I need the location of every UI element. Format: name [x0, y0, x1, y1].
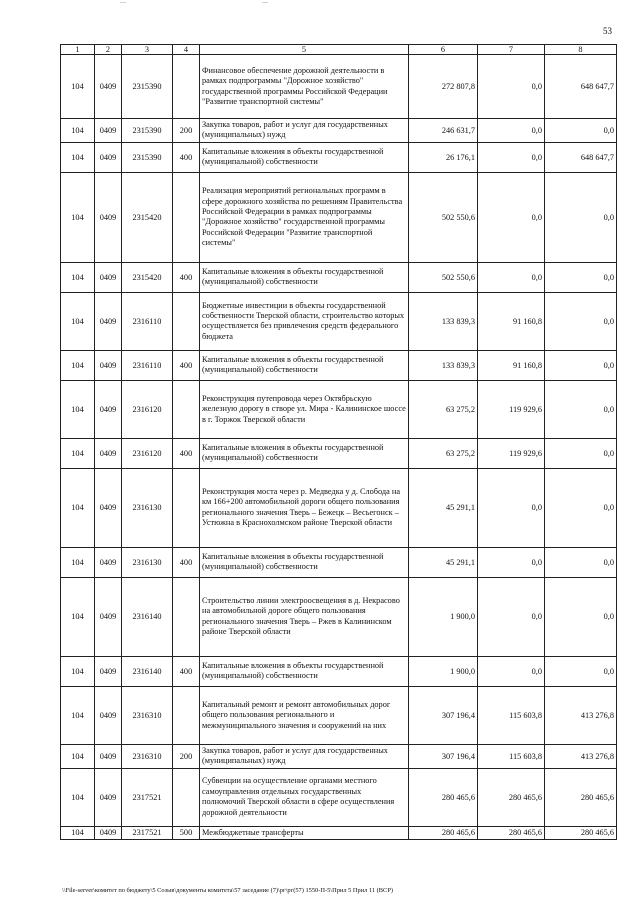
target-item-code: 2315390: [122, 55, 173, 119]
target-item-code: 2316140: [122, 656, 173, 686]
budget-chapter-code: 104: [61, 826, 95, 839]
target-item-code: 2315390: [122, 142, 173, 172]
section-code: 0409: [95, 172, 122, 262]
amount-col-7: 0,0: [478, 172, 545, 262]
amount-col-6: 1 900,0: [409, 577, 478, 656]
item-description: Капитальные вложения в объекты государственной (муниципальной) собственности: [200, 656, 409, 686]
item-description: Капитальные вложения в объекты государственной (муниципальной) собственности: [200, 262, 409, 292]
table-row: [61, 826, 617, 839]
section-code: 0409: [95, 826, 122, 839]
item-description: Реконструкция моста через р. Медведка у д. Слобода на км 166+200 автомобильной дороги общего пользования регионального значения Тверь – Бежецк – Весьегонск – Устюжна в Краснохолмском районе Тверской области: [200, 468, 409, 547]
expense-type-code: [173, 292, 200, 350]
target-item-code: 2316310: [122, 686, 173, 744]
budget-chapter-code: 104: [61, 380, 95, 438]
target-item-code: 2317521: [122, 826, 173, 839]
expense-type-code: [173, 768, 200, 826]
section-code: 0409: [95, 744, 122, 768]
amount-col-7: 0,0: [478, 656, 545, 686]
target-item-code: 2315420: [122, 262, 173, 292]
expense-type-code: 400: [173, 438, 200, 468]
item-description: Капитальные вложения в объекты государственной (муниципальной) собственности: [200, 350, 409, 380]
amount-col-6: 45 291,1: [409, 468, 478, 547]
column-header: 6: [409, 45, 478, 55]
section-code: 0409: [95, 656, 122, 686]
table-row: [61, 547, 617, 577]
expense-type-code: [173, 55, 200, 119]
page-number: 53: [603, 26, 612, 36]
table-row: [61, 768, 617, 826]
section-code: 0409: [95, 577, 122, 656]
section-code: 0409: [95, 142, 122, 172]
target-item-code: 2315420: [122, 172, 173, 262]
section-code: 0409: [95, 686, 122, 744]
amount-col-6: 133 839,3: [409, 350, 478, 380]
amount-col-8: 280 465,6: [545, 768, 617, 826]
item-description: Закупка товаров, работ и услуг для государственных (муниципальных) нужд: [200, 744, 409, 768]
amount-col-6: 280 465,6: [409, 768, 478, 826]
amount-col-8: 0,0: [545, 577, 617, 656]
section-code: 0409: [95, 262, 122, 292]
table-row: [61, 686, 617, 744]
section-code: 0409: [95, 547, 122, 577]
table-row: [61, 744, 617, 768]
budget-chapter-code: 104: [61, 292, 95, 350]
table-row: [61, 350, 617, 380]
item-description: Субвенции на осуществление органами местного самоуправления отдельных государственных полномочий Тверской области в сфере осуществления дорожной деятельности: [200, 768, 409, 826]
section-code: 0409: [95, 292, 122, 350]
column-header: 7: [478, 45, 545, 55]
section-code: 0409: [95, 468, 122, 547]
target-item-code: 2316110: [122, 350, 173, 380]
budget-chapter-code: 104: [61, 350, 95, 380]
target-item-code: 2316110: [122, 292, 173, 350]
amount-col-8: 0,0: [545, 292, 617, 350]
expense-type-code: [173, 577, 200, 656]
amount-col-7: 115 603,8: [478, 686, 545, 744]
budget-chapter-code: 104: [61, 547, 95, 577]
amount-col-6: 45 291,1: [409, 547, 478, 577]
budget-table: [60, 44, 617, 840]
item-description: Капитальные вложения в объекты государственной (муниципальной) собственности: [200, 547, 409, 577]
column-header: 2: [95, 45, 122, 55]
amount-col-7: 280 465,6: [478, 826, 545, 839]
section-code: 0409: [95, 438, 122, 468]
amount-col-6: 63 275,2: [409, 380, 478, 438]
item-description: Реализация мероприятий региональных программ в сфере дорожного хозяйства по решениям Правительства Российской Федерации в рамках подпрограммы "Дорожное хозяйство" государственной программы Российской Федерации "Развитие транспортной системы": [200, 172, 409, 262]
amount-col-7: 280 465,6: [478, 768, 545, 826]
target-item-code: 2315390: [122, 119, 173, 143]
amount-col-6: 1 900,0: [409, 656, 478, 686]
expense-type-code: 200: [173, 744, 200, 768]
budget-chapter-code: 104: [61, 468, 95, 547]
budget-chapter-code: 104: [61, 262, 95, 292]
table-row: [61, 172, 617, 262]
target-item-code: 2316310: [122, 744, 173, 768]
column-number-row: [61, 45, 617, 55]
budget-chapter-code: 104: [61, 119, 95, 143]
item-description: Финансовое обеспечение дорожной деятельности в рамках подпрограммы "Дорожное хозяйство" государственной программы Российской Федерации "Развитие транспортной системы": [200, 55, 409, 119]
amount-col-6: 246 631,7: [409, 119, 478, 143]
expense-type-code: 400: [173, 142, 200, 172]
table-row: [61, 119, 617, 143]
table-row: [61, 262, 617, 292]
expense-type-code: 200: [173, 119, 200, 143]
amount-col-8: 0,0: [545, 350, 617, 380]
amount-col-8: 0,0: [545, 380, 617, 438]
amount-col-8: 280 465,6: [545, 826, 617, 839]
table-row: [61, 468, 617, 547]
amount-col-7: 0,0: [478, 119, 545, 143]
expense-type-code: 400: [173, 350, 200, 380]
expense-type-code: 500: [173, 826, 200, 839]
amount-col-8: 0,0: [545, 119, 617, 143]
amount-col-6: 133 839,3: [409, 292, 478, 350]
amount-col-6: 26 176,1: [409, 142, 478, 172]
table-row: [61, 577, 617, 656]
budget-chapter-code: 104: [61, 438, 95, 468]
column-header: 3: [122, 45, 173, 55]
budget-chapter-code: 104: [61, 768, 95, 826]
item-description: Капитальный ремонт и ремонт автомобильных дорог общего пользования регионального и межмуниципального значения и сооружений на них: [200, 686, 409, 744]
section-code: 0409: [95, 380, 122, 438]
target-item-code: 2316130: [122, 468, 173, 547]
amount-col-7: 119 929,6: [478, 380, 545, 438]
item-description: Капитальные вложения в объекты государственной (муниципальной) собственности: [200, 142, 409, 172]
amount-col-7: 0,0: [478, 262, 545, 292]
budget-chapter-code: 104: [61, 656, 95, 686]
amount-col-6: 502 550,6: [409, 262, 478, 292]
expense-type-code: 400: [173, 547, 200, 577]
budget-chapter-code: 104: [61, 172, 95, 262]
amount-col-7: 91 160,8: [478, 350, 545, 380]
table-row: [61, 438, 617, 468]
target-item-code: 2317521: [122, 768, 173, 826]
amount-col-6: 307 196,4: [409, 686, 478, 744]
section-code: 0409: [95, 768, 122, 826]
amount-col-8: 0,0: [545, 172, 617, 262]
amount-col-8: 0,0: [545, 547, 617, 577]
expense-type-code: 400: [173, 262, 200, 292]
target-item-code: 2316120: [122, 438, 173, 468]
amount-col-7: 0,0: [478, 577, 545, 656]
amount-col-6: 272 807,8: [409, 55, 478, 119]
table-row: [61, 55, 617, 119]
amount-col-7: 115 603,8: [478, 744, 545, 768]
item-description: Закупка товаров, работ и услуг для государственных (муниципальных) нужд: [200, 119, 409, 143]
scan-mark-right: —: [262, 0, 268, 6]
column-header: 8: [545, 45, 617, 55]
target-item-code: 2316130: [122, 547, 173, 577]
amount-col-7: 0,0: [478, 547, 545, 577]
column-header: 4: [173, 45, 200, 55]
section-code: 0409: [95, 119, 122, 143]
table-row: [61, 142, 617, 172]
amount-col-8: 648 647,7: [545, 142, 617, 172]
amount-col-8: 413 276,8: [545, 686, 617, 744]
budget-chapter-code: 104: [61, 142, 95, 172]
column-header: 5: [200, 45, 409, 55]
table-row: [61, 292, 617, 350]
amount-col-8: 0,0: [545, 438, 617, 468]
amount-col-6: 502 550,6: [409, 172, 478, 262]
file-path-footer: \\File-server\комитет по бюджету\5 Созыв\документы комитета\57 заседание (7)\рг\рг(57) 1550-П-5\Прил 5 Прил 11 (ВСР): [62, 887, 393, 894]
amount-col-8: 0,0: [545, 468, 617, 547]
table-row: [61, 380, 617, 438]
amount-col-7: 0,0: [478, 142, 545, 172]
scan-mark-left: —: [120, 0, 126, 6]
amount-col-6: 307 196,4: [409, 744, 478, 768]
amount-col-6: 63 275,2: [409, 438, 478, 468]
item-description: Строительство линии электроосвещения в д. Некрасово на автомобильной дороге общего пользования регионального значения Тверь – Ржев в Калининском районе Тверской области: [200, 577, 409, 656]
amount-col-8: 0,0: [545, 262, 617, 292]
item-description: Межбюджетные трансферты: [200, 826, 409, 839]
amount-col-8: 0,0: [545, 656, 617, 686]
budget-chapter-code: 104: [61, 55, 95, 119]
amount-col-7: 0,0: [478, 55, 545, 119]
target-item-code: 2316140: [122, 577, 173, 656]
expense-type-code: [173, 686, 200, 744]
budget-chapter-code: 104: [61, 686, 95, 744]
amount-col-7: 119 929,6: [478, 438, 545, 468]
item-description: Капитальные вложения в объекты государственной (муниципальной) собственности: [200, 438, 409, 468]
amount-col-7: 0,0: [478, 468, 545, 547]
expense-type-code: 400: [173, 656, 200, 686]
expense-type-code: [173, 380, 200, 438]
target-item-code: 2316120: [122, 380, 173, 438]
table-row: [61, 656, 617, 686]
section-code: 0409: [95, 55, 122, 119]
item-description: Реконструкция путепровода через Октябрьскую железную дорогу в створе ул. Мира - Калининское шоссе в г. Торжок Тверской области: [200, 380, 409, 438]
expense-type-code: [173, 468, 200, 547]
amount-col-8: 648 647,7: [545, 55, 617, 119]
item-description: Бюджетные инвестиции в объекты государственной собственности Тверской области, строительство которых осуществляется без привлечения средств федерального бюджета: [200, 292, 409, 350]
expense-type-code: [173, 172, 200, 262]
budget-chapter-code: 104: [61, 744, 95, 768]
column-header: 1: [61, 45, 95, 55]
amount-col-6: 280 465,6: [409, 826, 478, 839]
budget-chapter-code: 104: [61, 577, 95, 656]
amount-col-8: 413 276,8: [545, 744, 617, 768]
amount-col-7: 91 160,8: [478, 292, 545, 350]
section-code: 0409: [95, 350, 122, 380]
